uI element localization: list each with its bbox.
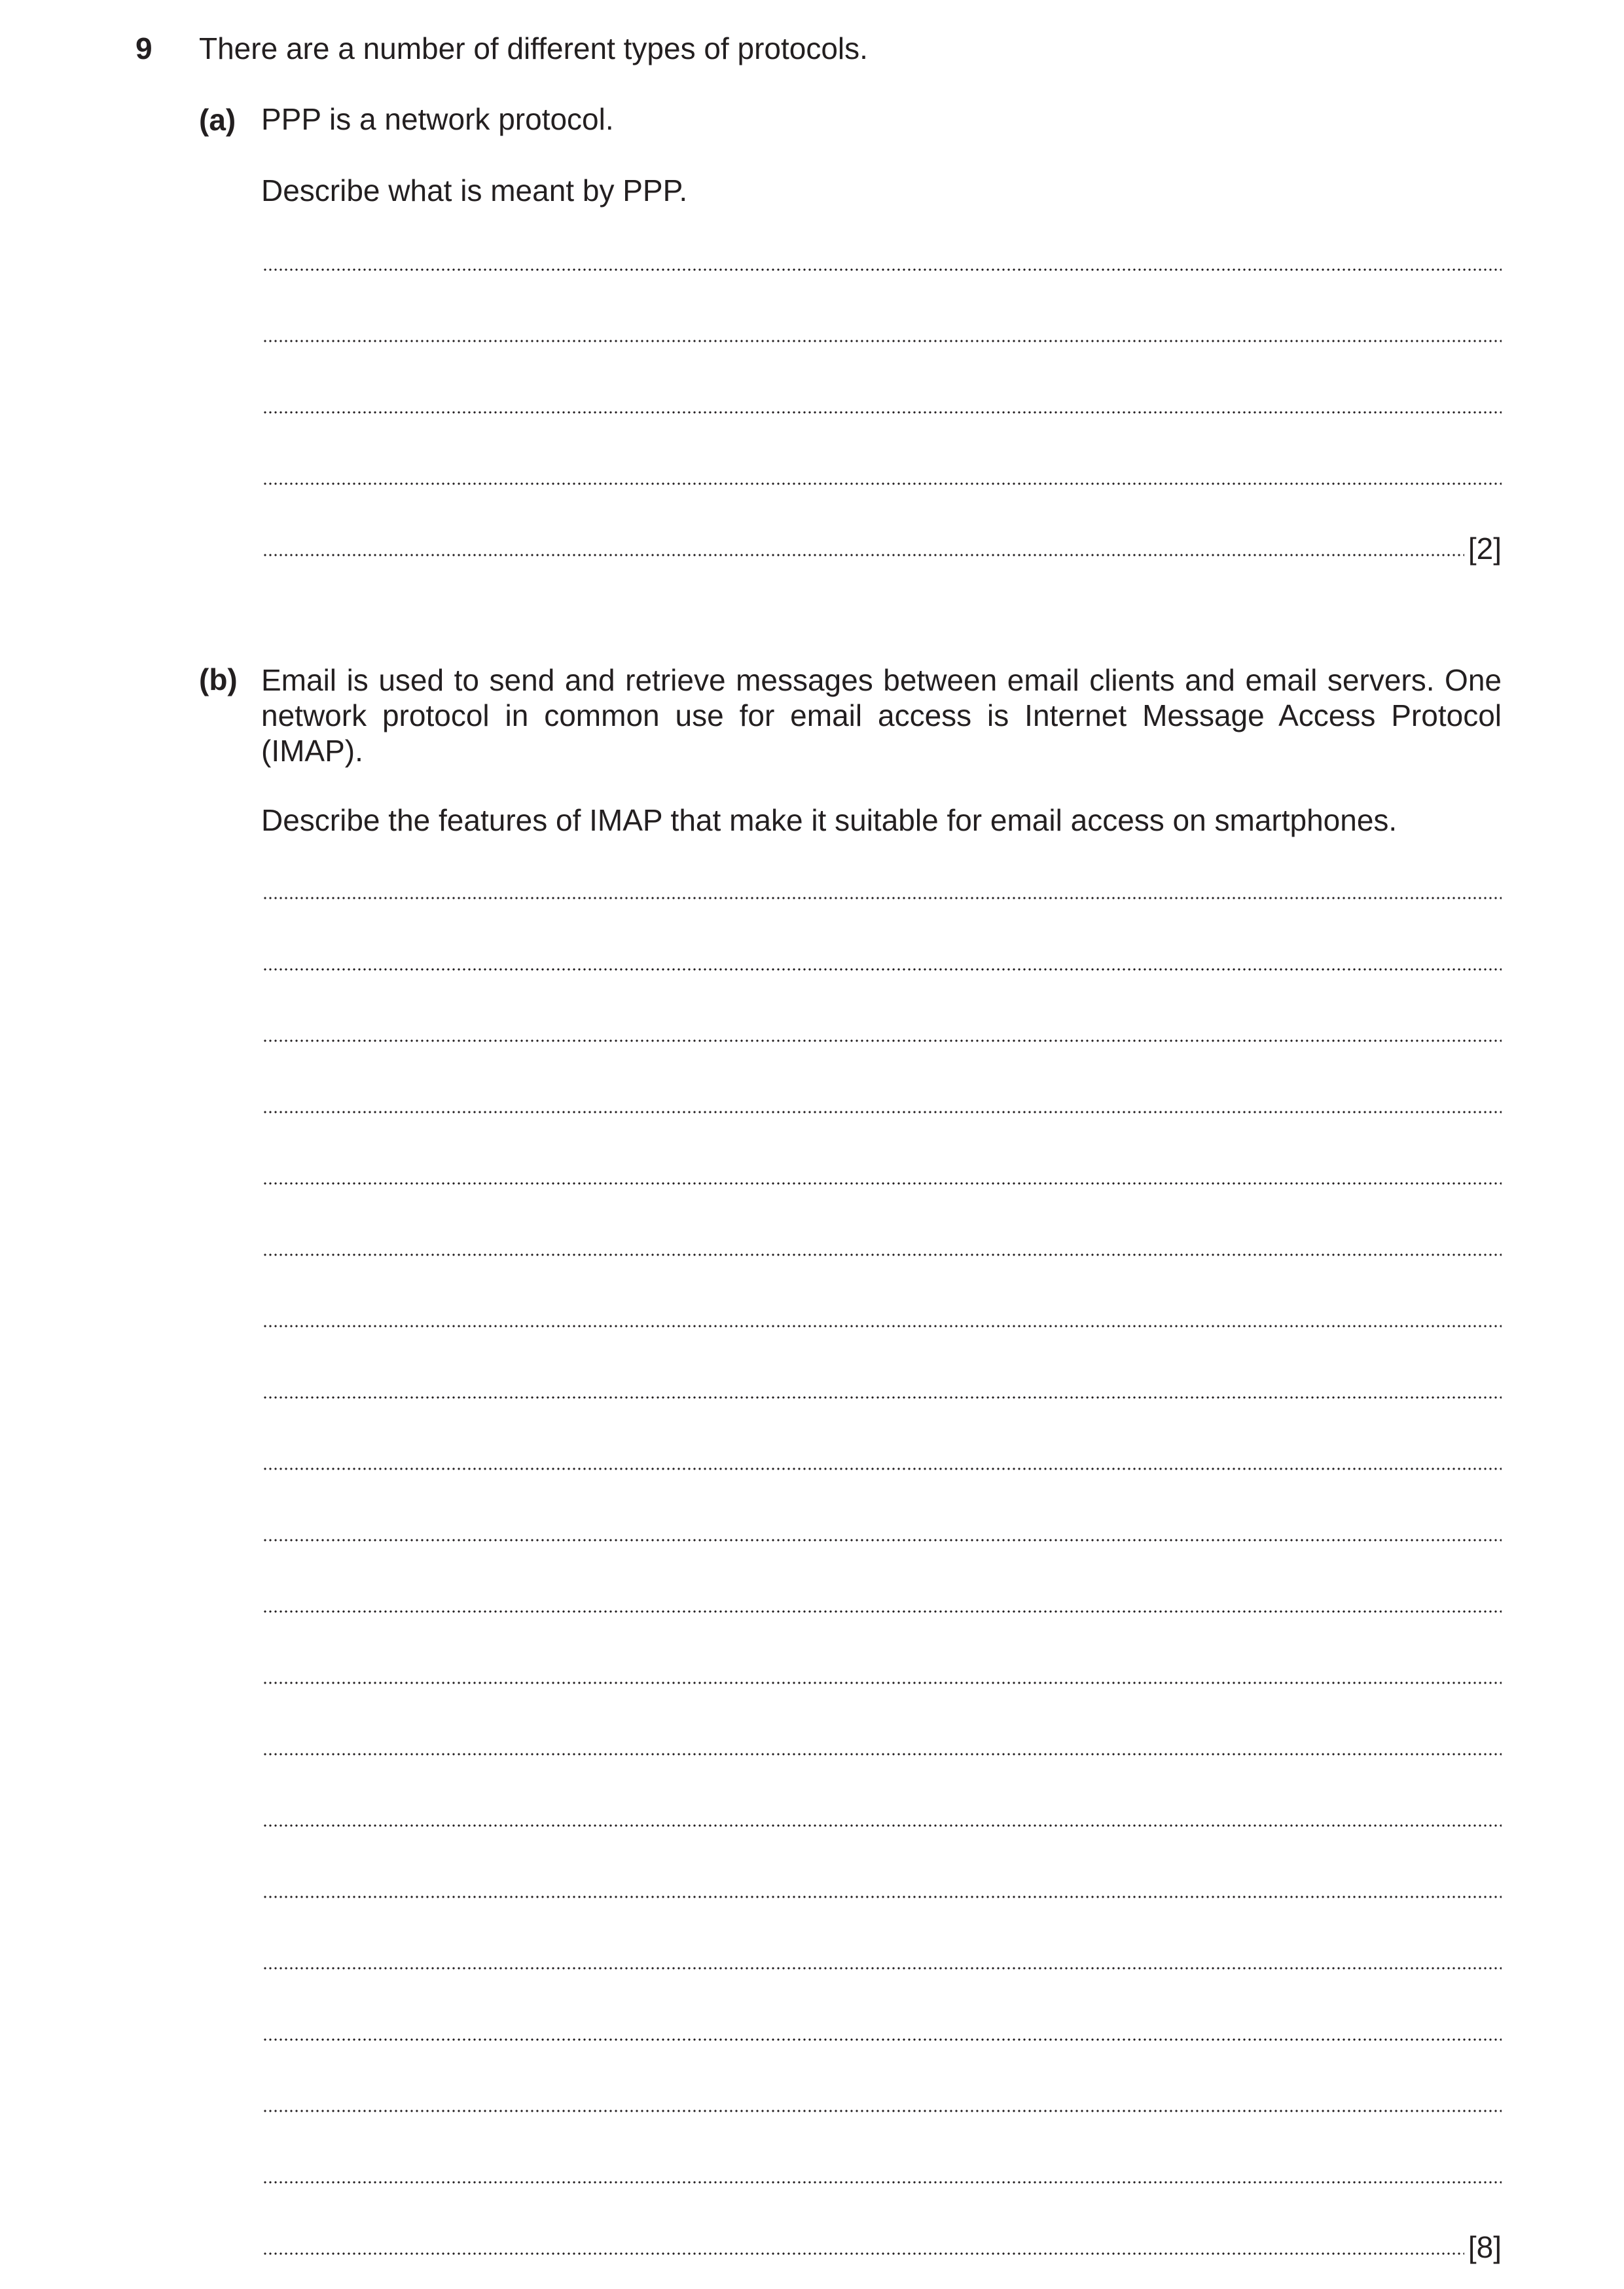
question-number: 9 (135, 31, 153, 65)
part-a-task: Describe what is meant by PPP. (261, 173, 688, 207)
answer-line[interactable] (262, 411, 1502, 414)
answer-line[interactable] (262, 1111, 1502, 1113)
part-b-task: Describe the features of IMAP that make it suitable for email access on smartphones. (261, 803, 1398, 837)
part-a-label: (a) (199, 103, 236, 137)
answer-line[interactable] (262, 1539, 1502, 1541)
part-b-statement: Email is used to send and retrieve messages between email clients and email servers. One network protocol in common use for email access is Internet Message Access Protocol (IMAP). (261, 663, 1502, 768)
answer-line[interactable] (262, 1896, 1502, 1898)
answer-line[interactable] (262, 482, 1502, 485)
part-b-marks: [8] (1468, 2230, 1502, 2264)
answer-line[interactable] (262, 968, 1502, 971)
answer-line[interactable] (262, 1610, 1502, 1613)
answer-line[interactable] (262, 268, 1502, 271)
answer-line[interactable] (262, 2110, 1502, 2112)
answer-line[interactable] (262, 340, 1502, 342)
answer-line[interactable] (262, 1325, 1502, 1327)
answer-line[interactable] (262, 1753, 1502, 1756)
answer-line[interactable] (262, 1824, 1502, 1827)
answer-line[interactable] (262, 1396, 1502, 1399)
answer-line[interactable] (262, 2181, 1502, 2184)
answer-line[interactable] (262, 1468, 1502, 1470)
answer-line[interactable] (262, 1182, 1502, 1185)
part-b-label: (b) (199, 662, 238, 696)
answer-line[interactable] (262, 2252, 1464, 2255)
question-stem: There are a number of different types of protocols. (199, 31, 868, 65)
answer-line[interactable] (262, 1253, 1502, 1256)
answer-line[interactable] (262, 897, 1502, 899)
part-a-statement: PPP is a network protocol. (261, 102, 614, 136)
answer-line[interactable] (262, 1039, 1502, 1042)
answer-line[interactable] (262, 1967, 1502, 1970)
answer-line[interactable] (262, 554, 1464, 556)
part-a-marks: [2] (1468, 532, 1502, 566)
answer-line[interactable] (262, 2038, 1502, 2041)
answer-line[interactable] (262, 1682, 1502, 1684)
